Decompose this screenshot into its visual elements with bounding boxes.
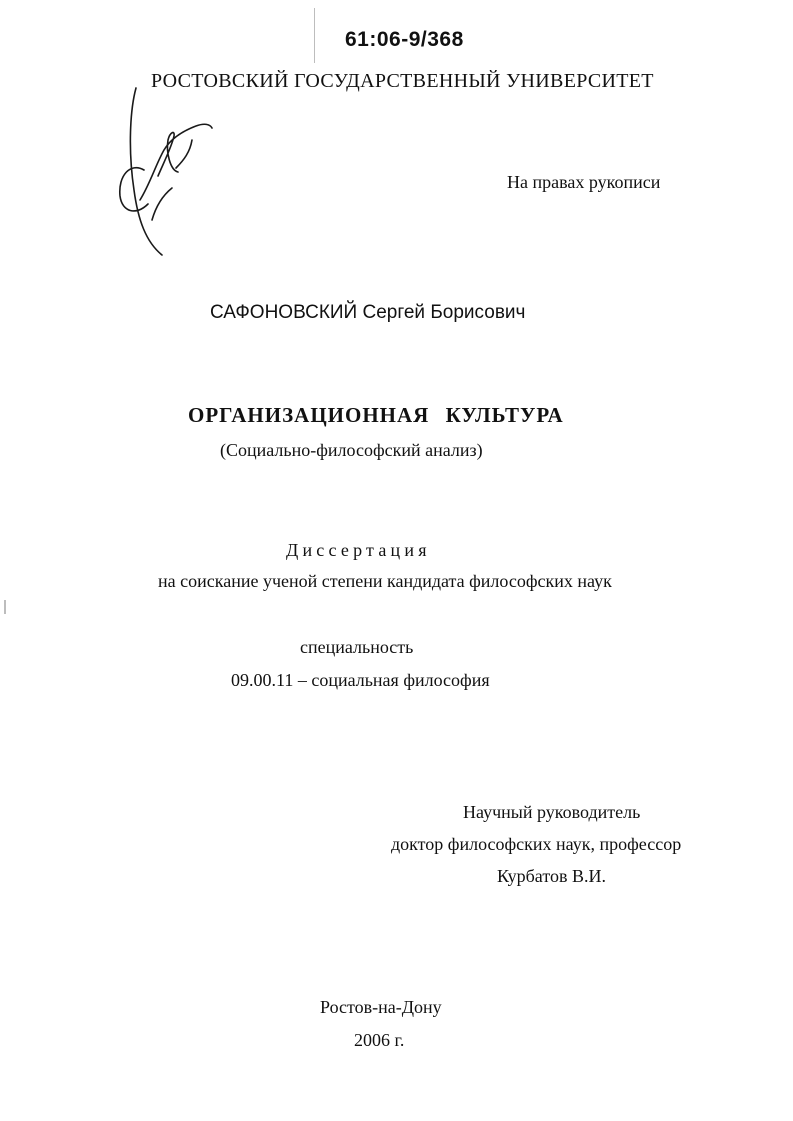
city: Ростов-на-Дону bbox=[320, 997, 442, 1017]
year: 2006 г. bbox=[354, 1030, 405, 1050]
supervisor-name: Курбатов В.И. bbox=[497, 866, 606, 886]
university-name: РОСТОВСКИЙ ГОСУДАРСТВЕННЫЙ УНИВЕРСИТЕТ bbox=[151, 70, 654, 92]
author-name: САФОНОВСКИЙ Сергей Борисович bbox=[210, 302, 526, 323]
specialty-label: специальность bbox=[300, 637, 414, 657]
dissertation-subtitle: (Социально-философский анализ) bbox=[220, 440, 483, 460]
catalog-number: 61:06-9/368 bbox=[345, 28, 464, 51]
scan-mark-top bbox=[314, 8, 315, 63]
specialty-value: 09.00.11 – социальная философия bbox=[231, 670, 490, 690]
supervisor-title: доктор философских наук, профессор bbox=[391, 834, 682, 854]
dissertation-title: ОРГАНИЗАЦИОННАЯ КУЛЬТУРА bbox=[188, 403, 564, 427]
document-type: Диссертация bbox=[286, 540, 431, 560]
supervisor-role: Научный руководитель bbox=[463, 802, 641, 822]
scan-mark-left bbox=[4, 600, 6, 614]
rights-notice: На правах рукописи bbox=[507, 172, 661, 192]
signature-image bbox=[100, 80, 220, 260]
degree-line: на соискание ученой степени кандидата философских наук bbox=[158, 571, 612, 591]
